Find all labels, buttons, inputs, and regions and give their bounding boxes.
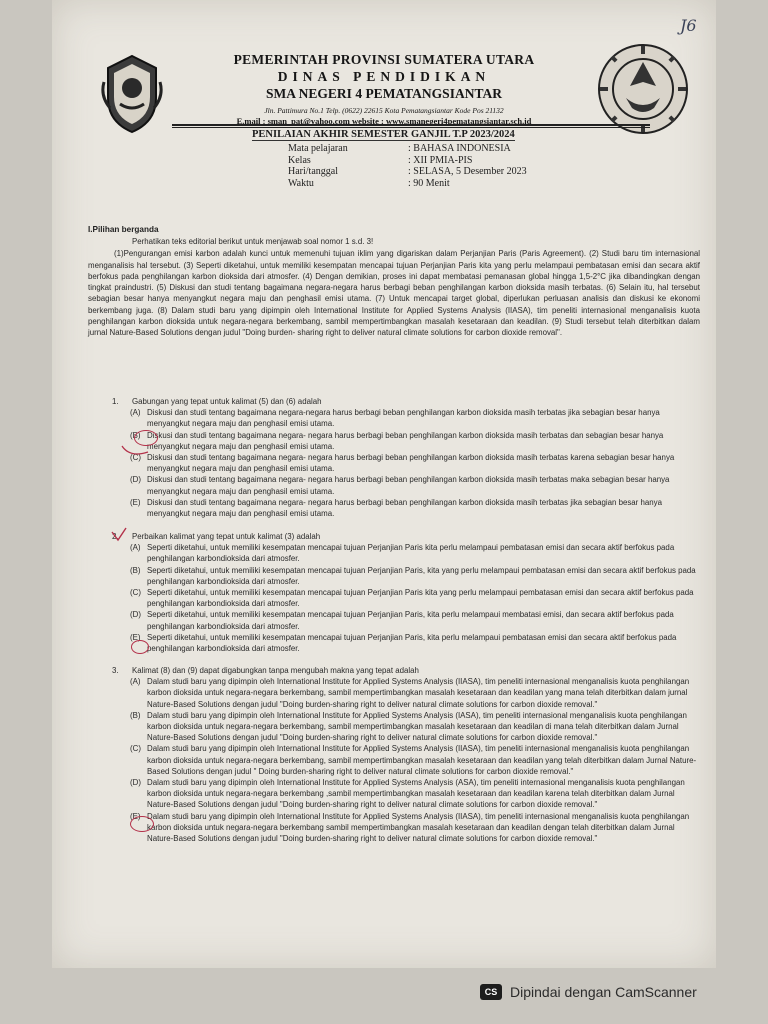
question-3: 3. Kalimat (8) dan (9) dapat digabungkan tanpa mengubah makna yang tepat adalah (A) Dalam studi baru yang dipimpin oleh International Institute for Applied Systems Analysis (IIASA), tim peneliti internasional menganalisis kuota penghilangan karbon dioksida untuk negara-negara berkembang, sambil mempertimbangkan masalah kesetaraan dan keadilan yang mana telah diterbitkan dalam jurnal Nature-Based Solutions dengan judul "Doing burden-sharing right to deliver natural climate solutions for carbon dioxide removal." (B) Dalam studi baru yang dipimpin oleh International Institute for Applied Systems Analysis (IASA), tim peneliti internasional menganalisis kuota penghilangan karbon dioksida untuk negara-negara berkembang, sambil mempertimbangkan masalah kesetaraan dan keadilan di mana telah diterbitkan dalam Jurnal Nature-Based Solutions dengan judul "Doing burden-sharing right to deliver natural climate solutions for carbon dioxide removal." (C) Dalam studi baru yang dipimpin oleh International Institute for Applied Systems Analysis (IIASA), tim peneliti internasional menganalisis kuota penghilangan karbon dioksida untuk negara-negara berkembang, sambil mempertimbangkan masalah kesetaraan dan keadilan yang telah diterbitkan dalam Jurnal Nature-Based Solutions dengan judul " Doing burden-sharing right to deliver natural climate solutions for carbon dioxide removal." (D) Dalam studi baru yang dipimpin oleh International Institute for Applied Systems Analysis (ASA), tim peneliti internasional menganalisis kuota penghilangan karbon dioksida untuk negara-negara berkembang ,sambil mempertimbangkan masalah kesetaraan dan keadilan karena telah diterbitkan dalam Jurnal Nature-Based Solutions dengan judul "Doing burden-sharing right to deliver natural climate solutions for carbon dioxide removal." (E) Dalam studi baru yang dipimpin oleh International Institute for Applied Systems Analysis (IIASA), tim peneliti internasional menganalisis kuota penghilangan karbon dioksida untuk negara-negara berkembang sambil mempertimbangkan masalah kesetaraan dan keadilan dengan telah diterbitkan dalam Jurnal Nature-Based Solutions dengan judul "Doing burden-sharing right to deliver natural climate solutions for carbon dioxide removal."	[112, 666, 697, 844]
email-link: sman_pat@yahoo.com	[267, 116, 350, 126]
exam-info-row: Hari/tanggal : SELASA, 5 Desember 2023	[288, 166, 527, 177]
answer-swoosh-mark	[120, 440, 150, 460]
answer-option[interactable]: (A) Dalam studi baru yang dipimpin oleh International Institute for Applied Systems Analysis (IIASA), tim peneliti internasional menganalisis kuota penghilangan karbon dioksida untuk negara-negara berkembang, sambil mempertimbangkan masalah kesetaraan dan keadilan yang mana telah diterbitkan dalam jurnal Nature-Based Solutions dengan judul "Doing burden-sharing right to deliver natural climate solutions for carbon dioxide removal."	[130, 677, 690, 709]
answer-option[interactable]: (B) Seperti diketahui, untuk memiliki kesempatan mencapai tujuan Perjanjian Paris, kita yang perlu melampaui pembatasan emisi dan secara aktif berfokus pada penghilangan karbondioksida dari atmosfer.	[130, 565, 696, 586]
answer-option[interactable]: (E) Diskusi dan studi tentang bagaimana negara- negara harus berbagi beban penghilangan karbon dioksida masih terbatas jika sebagian besar hanya menyangkut negara maju dan penghasil emisi utama.	[130, 497, 662, 519]
exam-title: PENILAIAN AKHIR SEMESTER GANJIL T.P 2023/2024	[252, 129, 515, 140]
answer-circle-mark	[131, 640, 149, 654]
province-emblem-icon	[100, 52, 164, 136]
handwritten-corner-note: J6	[680, 16, 697, 35]
answer-option[interactable]: (C) Seperti diketahui, untuk memiliki kesempatan mencapai tujuan Perjanjian Paris kita yang perlu melampaui pembatasan emisi dan secara aktif berfokus pada penghilangan karbondioksida dari atmosfer.	[130, 588, 694, 609]
answer-option[interactable]: (B) Dalam studi baru yang dipimpin oleh International Institute for Applied Systems Analysis (IASA), tim peneliti internasional menganalisis kuota penghilangan karbon dioksida untuk negara-negara berkembang, sambil mempertimbangkan masalah kesetaraan dan keadilan di mana telah diterbitkan dalam Jurnal Nature-Based Solutions dengan judul "Doing burden-sharing right to deliver natural climate solutions for carbon dioxide removal."	[130, 710, 687, 743]
editorial-instruction: Perhatikan teks editorial berikut untuk menjawab soal nomor 1 s.d. 3!	[132, 237, 374, 246]
question-stem: Gabungan yang tepat untuk kalimat (5) dan (6) adalah	[132, 397, 322, 406]
letterhead-address: Jln. Pattimura No.1 Telp. (0622) 22615 Kota Pematangsiantar Kode Pos 21132	[264, 106, 504, 115]
scanned-page	[52, 0, 716, 968]
answer-option[interactable]: (A) Seperti diketahui, untuk memiliki kesempatan mencapai tujuan Perjanjian Paris kita perlu melampaui pembatasan emisi dan secara aktif berfokus pada penghilangan karbondioksida dari atmosfer.	[130, 543, 675, 564]
camscanner-text: Dipindai dengan CamScanner	[510, 984, 697, 1000]
question-2: 2. Perbaikan kalimat yang tepat untuk kalimat (3) adalah (A) Seperti diketahui, untuk memiliki kesempatan mencapai tujuan Perjanjian Paris kita perlu melampaui pembatasan emisi dan secara aktif berfokus pada penghilangan karbondioksida dari atmosfer. (B) Seperti diketahui, untuk memiliki kesempatan mencapai tujuan Perjanjian Paris, kita yang perlu melampaui pembatasan emisi dan secara aktif berfokus pada penghilangan karbondioksida dari atmosfer. (C) Seperti diketahui, untuk memiliki kesempatan mencapai tujuan Perjanjian Paris kita yang perlu melampaui pembatasan emisi dan secara aktif berfokus pada penghilangan karbondioksida dari atmosfer. (D) Seperti diketahui, untuk memiliki kesempatan mencapai tujuan Perjanjian Paris, kita perlu melampaui membatasi emisi, dan secara aktif berfokus pada penghilangan karbondioksida dari atmosfer. (E) Seperti diketahui, untuk memiliki kesempatan mencapai tujuan Perjanjian Paris, kita perlu melampaui pembatasan emisi dan secara aktif berfokus pada penghilangan karbondioksida dari atmosfer.	[112, 531, 698, 654]
letterhead-divider-thin	[172, 127, 650, 128]
answer-option[interactable]: (A) Diskusi dan studi tentang bagaimana negara-negara harus berbagi beban penghilangan karbon dioksida masih terbatas jika sebagian besar hanya menyangkut negara maju dan penghasil emisi utama.	[130, 408, 660, 429]
letterhead-contact: E.mail : sman_pat@yahoo.com website : www.smanegeri4pematangsiantar.sch.id	[236, 116, 532, 126]
editorial-text	[88, 236, 700, 339]
exam-info-row: Mata pelajaran : BAHASA INDONESIA	[288, 143, 511, 154]
camscanner-logo-icon: CS	[480, 984, 502, 1000]
website-link: www.smanegeri4pematangsiantar.sch.id	[385, 116, 532, 126]
editorial-paragraph: (1)Pengurangan emisi karbon adalah kunci untuk memenuhi tujuan iklim yang digariskan dalam Perjanjian Paris (Paris Agreement). (2) Studi baru tim internasional menganalisis hal tersebut. (3) Seperti diketahui, untuk memiliki kesempatan mencapai tujuan Perjanjian Paris kita yang perlu melampaui pembatasan emisi dan secara aktif berfokus pada penghilangan karbon dioksida dari atmosfer. (4) Dengan demikian, proses ini dapat membatasi pemanasan global hingga 1,5-2°C jika dibandingkan dengan tingkat praindustri. (5) Diskusi dan studi tentang bagaimana negara-negara harus berbagi beban penghilangan karbon dioksida masih terbatas. (6) Selain itu, hal tersebut sebagian besar hanya menyangkut negara maju dan penghasil emisi utama. (7) Untuk mencapai target global, diperlukan perluasan analisis dan diskusi ke ekonomi berkembang juga. (8) Dalam studi baru yang dipimpin oleh International Institute for Applied Systems Analysis (IIASA), tim peneliti internasional menganalisis kuota penghilangan karbon dioksida untuk negara-negara berkembang, sambil mempertimbangkan masalah kesetaraan dan keadilan. (9) Studi tersebut telah diterbitkan dalam jurnal Nature-Based Solutions dengan judul "Doing burden- sharing right to deliver natural climate solutions for carbon dioxide removal".	[88, 249, 700, 338]
letterhead-divider-thick	[172, 124, 650, 126]
letterhead-agency: DINAS PENDIDIKAN	[277, 69, 491, 84]
exam-info	[288, 143, 527, 189]
section-title: I.Pilihan berganda	[88, 225, 159, 234]
camscanner-watermark	[480, 984, 697, 1000]
tut-wuri-handayani-logo-icon	[596, 42, 690, 136]
letterhead-government: PEMERINTAH PROVINSI SUMATERA UTARA	[233, 52, 535, 67]
letterhead	[174, 52, 594, 126]
question-stem: Kalimat (8) dan (9) dapat digabungkan tanpa mengubah makna yang tepat adalah	[132, 666, 419, 675]
answer-circle-mark	[130, 816, 154, 832]
answer-option[interactable]: (E) Seperti diketahui, untuk memiliki kesempatan mencapai tujuan Perjanjian Paris, kita perlu melampaui pembatasan emisi dan secara aktif berfokus pada penghilangan karbondioksida dari atmosfer.	[130, 632, 677, 654]
letterhead-school: SMA NEGERI 4 PEMATANGSIANTAR	[266, 86, 502, 101]
answer-option[interactable]: (C) Dalam studi baru yang dipimpin oleh International Institute for Applied Systems Analysis (IIASA), tim peneliti internasional menganalisis kuota penghilangan karbon dioksida untuk negara-negara berkembang, sambil mempertimbangkan masalah kesetaraan dan keadilan yang telah diterbitkan dalam Jurnal Nature-Based Solutions dengan judul " Doing burden-sharing right to deliver natural climate solutions for carbon dioxide removal."	[130, 744, 697, 776]
check-mark-icon	[110, 526, 128, 544]
answer-option-selected[interactable]: (B) Diskusi dan studi tentang bagaimana negara- negara harus berbagi beban penghilangan karbon dioksida masih terbatas dan sebagian besar hanya menyangkut negara maju dan penghasil emisi utama.	[130, 430, 664, 451]
answer-option[interactable]: (D) Seperti diketahui, untuk memiliki kesempatan mencapai tujuan Perjanjian Paris, kita perlu melampaui membatasi emisi, dan secara aktif berfokus pada penghilangan karbondioksida dari atmosfer.	[130, 610, 674, 631]
answer-option[interactable]: (D) Diskusi dan studi tentang bagaimana negara- negara harus berbagi beban penghilangan karbon dioksida masih terbatas maka sebagian besar hanya menyangkut negara maju dan penghasil emisi utama.	[130, 475, 670, 496]
question-stem: Perbaikan kalimat yang tepat untuk kalimat (3) adalah	[132, 532, 321, 541]
answer-option-selected[interactable]: (D) Dalam studi baru yang dipimpin oleh International Institute for Applied Systems Analysis (ASA), tim peneliti internasional menganalisis kuota penghilangan karbon dioksida untuk negara-negara berkembang ,sambil mempertimbangkan masalah kesetaraan dan keadilan karena telah diterbitkan dalam Jurnal Nature-Based Solutions dengan judul "Doing burden-sharing right to deliver natural climate solutions for carbon dioxide removal."	[130, 778, 685, 810]
question-1: 1. Gabungan yang tepat untuk kalimat (5) dan (6) adalah (A) Diskusi dan studi tentang bagaimana negara-negara harus berbagi beban penghilangan karbon dioksida masih terbatas jika sebagian besar hanya menyangkut negara maju dan penghasil emisi utama. (B) Diskusi dan studi tentang bagaimana negara- negara harus berbagi beban penghilangan karbon dioksida masih terbatas dan sebagian besar hanya menyangkut negara maju dan penghasil emisi utama. (C) Diskusi dan studi tentang bagaimana negara- negara harus berbagi beban penghilangan karbon dioksida masih terbatas karena sebagian besar hanya menyangkut negara maju dan penghasil emisi utama. (D) Diskusi dan studi tentang bagaimana negara- negara harus berbagi beban penghilangan karbon dioksida masih terbatas maka sebagian besar hanya menyangkut negara maju dan penghasil emisi utama. (E) Diskusi dan studi tentang bagaimana negara- negara harus berbagi beban penghilangan karbon dioksida masih terbatas jika sebagian besar hanya menyangkut negara maju dan penghasil emisi utama.	[112, 396, 698, 519]
exam-info-row: Kelas : XII PMIA-PIS	[288, 154, 473, 166]
exam-info-row: Waktu : 90 Menit	[288, 177, 450, 189]
answer-option[interactable]: (E) Dalam studi baru yang dipimpin oleh International Institute for Applied Systems Analysis (IIASA), tim peneliti internasional menganalisis kuota penghilangan karbon dioksida untuk negara-negara berkembang sambil mempertimbangkan masalah kesetaraan dan keadilan dengan telah diterbitkan dalam Jurnal Nature-Based Solutions dengan judul "Doing burden-sharing right to deliver natural climate solutions for carbon dioxide removal."	[130, 811, 690, 844]
answer-option[interactable]: (C) Diskusi dan studi tentang bagaimana negara- negara harus berbagi beban penghilangan karbon dioksida masih terbatas karena sebagian besar hanya menyangkut negara maju dan penghasil emisi utama.	[130, 453, 675, 474]
